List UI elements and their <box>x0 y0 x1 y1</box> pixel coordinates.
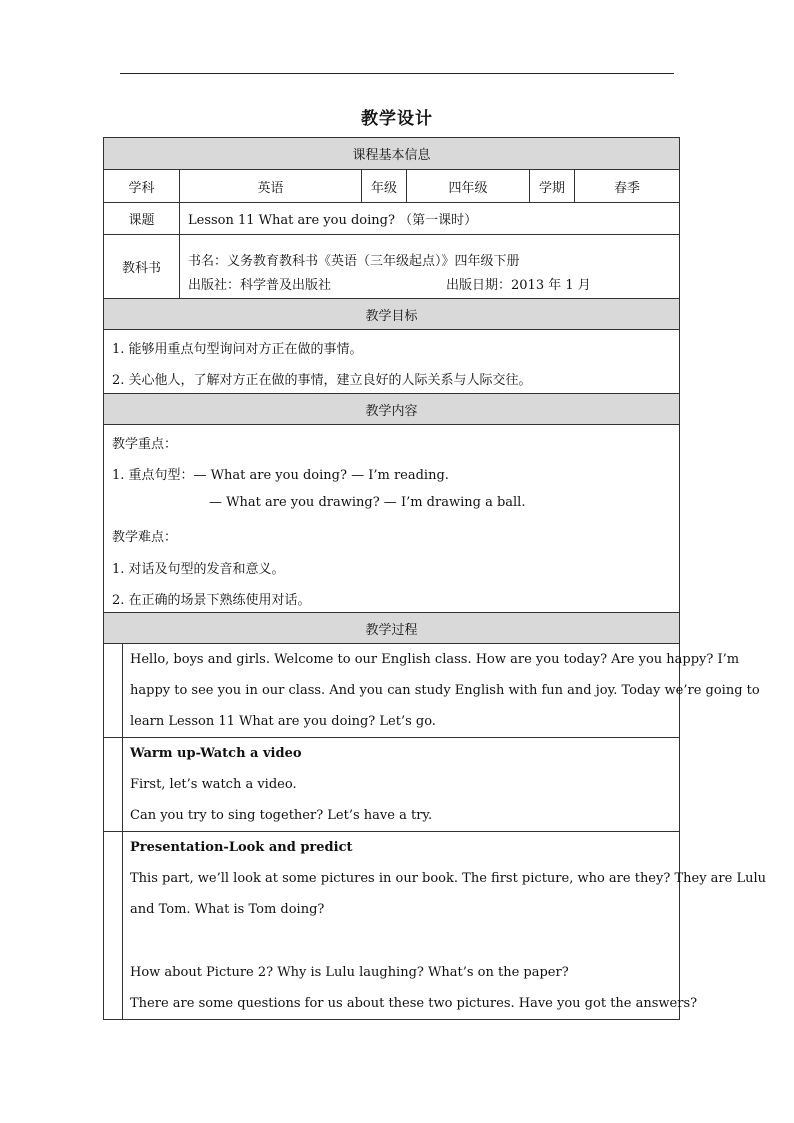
subject-label: 学科 <box>128 180 155 196</box>
process-divider <box>122 738 123 831</box>
textbook-title: 书名：义务教育教科书《英语（三年级起点）》四年级下册 <box>188 254 520 269</box>
difficulty-label: 教学难点： <box>112 530 178 545</box>
warmup-line-2: Can you try to sing together? Let’s have a try. <box>130 808 433 823</box>
process-divider <box>122 832 123 1019</box>
grade-value: 四年级 <box>406 170 529 202</box>
topic-row <box>103 203 680 235</box>
basic-info-header-text: 课程基本信息 <box>352 148 431 163</box>
content-body <box>103 425 680 613</box>
goals-body <box>103 330 680 394</box>
key-sentence-1: 1. 重点句型：— What are you doing? — I’m reading. <box>112 468 449 483</box>
presentation-line-4: There are some questions for us about these two pictures. Have you got the answers? <box>130 996 698 1011</box>
goal-item-2: 2. 关心他人，了解对方正在做的事情，建立良好的人际关系与人际交往。 <box>112 373 532 388</box>
process-intro-row <box>103 644 760 738</box>
process-header-text: 教学过程 <box>365 622 418 638</box>
intro-line-3: learn Lesson 11 What are you doing? Let’s go. <box>130 714 436 729</box>
presentation-title: Presentation-Look and predict <box>130 840 353 855</box>
warmup-line-1: First, let’s watch a video. <box>130 777 297 792</box>
content-header-text: 教学内容 <box>365 403 418 419</box>
textbook-row <box>103 235 680 299</box>
textbook-publisher: 出版社：科学普及出版社 <box>188 278 332 293</box>
key-points-label: 教学重点： <box>112 437 178 452</box>
content-header <box>103 394 680 425</box>
term-label: 学期 <box>529 170 574 202</box>
presentation-line-3: How about Picture 2? Why is Lulu laughing? What’s on the paper? <box>130 965 569 980</box>
process-warmup-row <box>103 738 680 832</box>
term-value: 春季 <box>574 170 679 202</box>
goals-header-text: 教学目标 <box>365 308 418 324</box>
lesson-table <box>103 137 766 1020</box>
grade-label: 年级 <box>361 170 406 202</box>
basic-info-row <box>103 170 680 203</box>
goals-header <box>103 299 680 330</box>
topic-value: Lesson 11 What are you doing? （第一课时） <box>179 203 679 234</box>
subject-value: 英语 <box>179 170 361 202</box>
presentation-line-1: This part, we’ll look at some pictures in our book. The first picture, who are they? They are Lulu <box>130 871 766 886</box>
document-title: 教学设计 <box>361 109 433 129</box>
difficulty-item-2: 2. 在正确的场景下熟练使用对话。 <box>112 593 311 608</box>
textbook-info <box>179 235 679 298</box>
presentation-line-2: and Tom. What is Tom doing? <box>130 902 325 917</box>
header-rule <box>120 73 674 74</box>
intro-line-2: happy to see you in our class. And you can study English with fun and joy. Today we’re going to <box>130 683 760 698</box>
difficulty-item-1: 1. 对话及句型的发音和意义。 <box>112 562 285 577</box>
topic-label: 课题 <box>128 213 155 228</box>
process-divider <box>122 644 123 737</box>
process-header <box>103 613 680 644</box>
process-presentation-row <box>103 832 766 1020</box>
basic-info-header <box>103 137 680 170</box>
textbook-pub-date: 出版日期：2013 年 1 月 <box>446 278 591 293</box>
warmup-title: Warm up-Watch a video <box>130 746 302 761</box>
textbook-label: 教科书 <box>121 261 161 276</box>
intro-line-1: Hello, boys and girls. Welcome to our English class. How are you today? Are you happy? I’m <box>130 652 740 667</box>
goal-item-1: 1. 能够用重点句型询问对方正在做的事情。 <box>112 342 363 357</box>
key-sentence-2: — What are you drawing? — I’m drawing a ball. <box>209 495 526 510</box>
